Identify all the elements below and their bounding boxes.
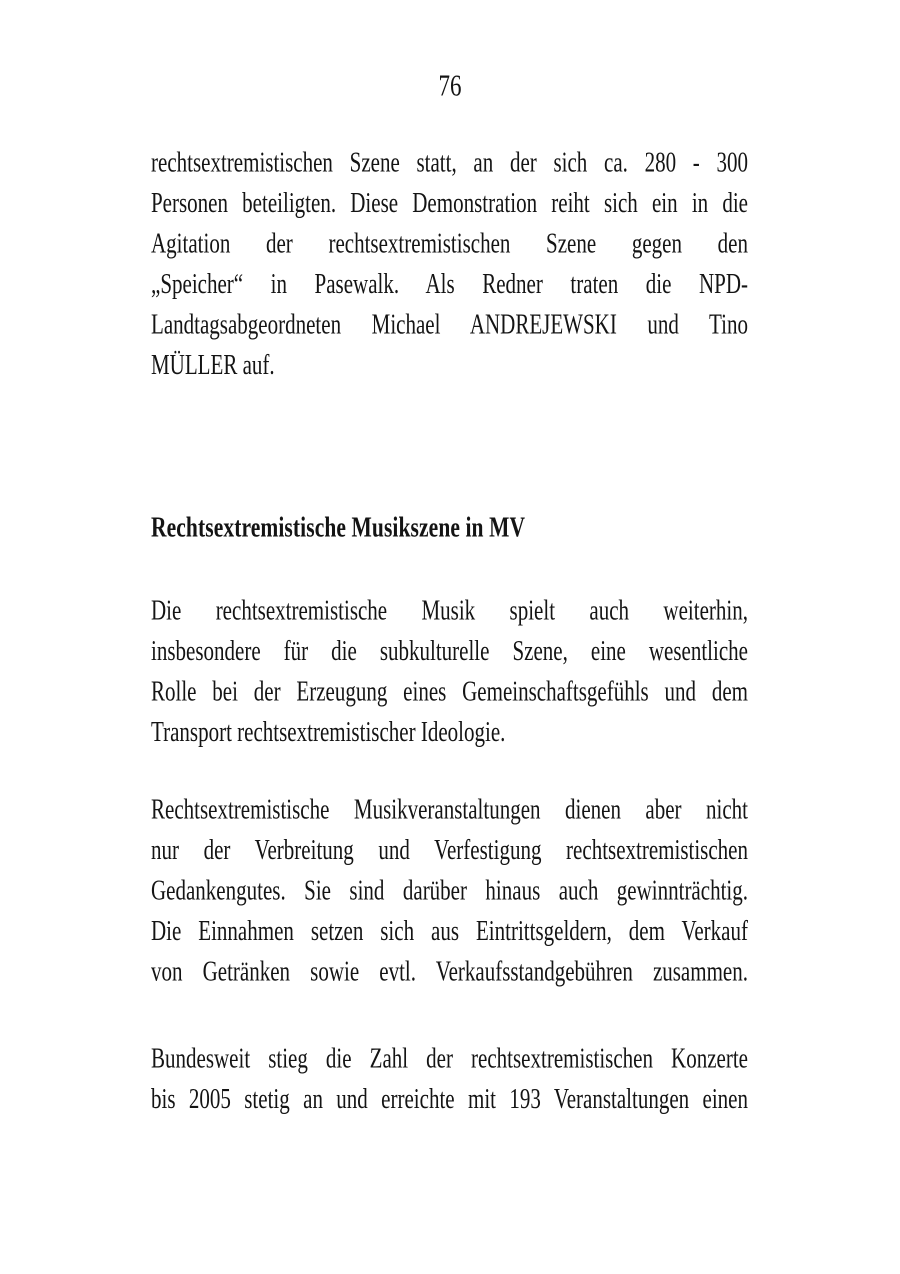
text-line: Bundesweit stieg die Zahl der rechtsextremistischen Konzerte — [151, 1042, 748, 1075]
paragraph-demonstration — [151, 142, 748, 386]
text-line: bis 2005 stetig an und erreichte mit 193 Veranstaltungen einen — [151, 1082, 748, 1116]
text-line: von Getränken sowie evtl. Verkaufsstandgebühren zusammen. — [151, 955, 748, 988]
text-line: rechtsextremistischen Szene statt, an der sich ca. 280 - 300 — [151, 146, 748, 179]
text-line: nur der Verbreitung und Verfestigung rechtsextremistischen — [151, 833, 748, 867]
text-line: Landtagsabgeordneten Michael ANDREJEWSKI und Tino — [151, 308, 748, 341]
text-line: Rechtsextremistische Musikveranstaltungen dienen aber nicht — [151, 793, 748, 826]
paragraph-konzerte-bundesweit — [151, 1038, 748, 1119]
page-number: 76 — [438, 68, 462, 103]
text-line: insbesondere für die subkulturelle Szene, eine wesentliche — [151, 634, 748, 668]
text-line: „Speicher“ in Pasewalk. Als Redner traten die NPD- — [151, 267, 748, 301]
text-line: Gedankengutes. Sie sind darüber hinaus auch gewinnträchtig. — [151, 874, 748, 907]
paragraph-musik-rolle — [151, 590, 748, 753]
text-line: MÜLLER auf. — [151, 349, 275, 382]
section-heading: Rechtsextremistische Musikszene in MV — [151, 511, 526, 544]
text-line: Personen beteiligten. Diese Demonstration reiht sich ein in die — [151, 186, 748, 220]
text-line: Rolle bei der Erzeugung eines Gemeinschaftsgefühls und dem — [151, 675, 748, 708]
text-line: Die Einnahmen setzen sich aus Eintrittsgeldern, dem Verkauf — [151, 914, 748, 948]
text-line: Transport rechtsextremistischer Ideologie. — [151, 715, 506, 749]
text-line: Die rechtsextremistische Musik spielt auch weiterhin, — [151, 594, 748, 627]
paragraph-musikveranstaltungen — [151, 789, 748, 992]
text-line: Agitation der rechtsextremistischen Szene gegen den — [151, 227, 748, 260]
